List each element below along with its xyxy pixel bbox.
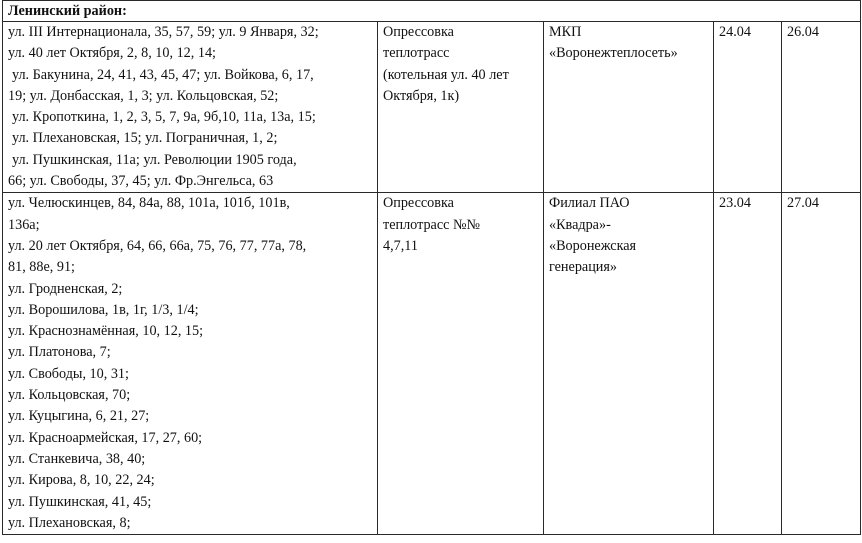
work-type-cell <box>378 22 544 193</box>
address-line: ул. Свободы, 10, 31; <box>8 365 129 382</box>
address-line: ул. Кропоткина, 1, 2, 3, 5, 7, 9а, 9б,10, 11а, 13а, 15; <box>12 109 316 126</box>
address-line: ул. III Интернационала, 35, 57, 59; ул. 9 Января, 32; <box>8 24 319 40</box>
end-date-cell: 27.04 <box>782 193 861 535</box>
work-line: 4,7,11 <box>383 237 418 254</box>
work-line: (котельная ул. 40 лет <box>383 66 509 83</box>
address-line: ул. Красноармейская, 17, 27, 60; <box>8 429 203 446</box>
address-line: ул. 40 лет Октября, 2, 8, 10, 12, 14; <box>8 45 216 62</box>
address-line: ул. Пушкинская, 41, 45; <box>8 493 152 510</box>
organization-cell <box>544 22 714 193</box>
outage-schedule-table <box>2 0 861 535</box>
address-line: ул. Челюскинцев, 84, 84а, 88, 101а, 101б, 101в, <box>8 195 290 212</box>
org-line: МКП <box>549 24 582 40</box>
work-type-cell <box>378 193 544 535</box>
table-row <box>3 22 861 193</box>
org-line: Филиал ПАО <box>549 195 630 212</box>
work-line: Опрессовка <box>383 195 454 212</box>
start-date-cell: 24.04 <box>714 22 782 193</box>
work-line: теплотрасс <box>383 45 450 62</box>
work-line: Опрессовка <box>383 24 454 40</box>
address-line: ул. Бакунина, 24, 41, 43, 45, 47; ул. Войкова, 6, 17, <box>12 66 314 83</box>
addresses-cell <box>3 193 378 535</box>
start-date-cell: 23.04 <box>714 193 782 535</box>
org-line: «Воронежская <box>549 237 637 254</box>
table-row <box>3 193 861 535</box>
district-header-row <box>3 1 861 22</box>
addresses-cell <box>3 22 378 193</box>
address-line: 66; ул. Свободы, 37, 45; ул. Фр.Энгельса, 63 <box>8 173 274 190</box>
organization-cell <box>544 193 714 535</box>
address-line: ул. Куцыгина, 6, 21, 27; <box>8 408 150 425</box>
address-line: ул. Плехановская, 8; <box>8 514 131 531</box>
work-line: Октября, 1к) <box>383 87 460 104</box>
org-line: «Воронежтеплосеть» <box>549 45 678 62</box>
address-line: 81, 88е, 91; <box>8 259 75 276</box>
address-line: 136а; <box>8 216 40 233</box>
address-line: ул. Гродненская, 2; <box>8 280 123 297</box>
work-line: теплотрасс №№ <box>383 216 481 233</box>
address-line: ул. Кирова, 8, 10, 22, 24; <box>8 472 155 489</box>
org-line: генерация» <box>549 259 618 276</box>
address-line: ул. Ворошилова, 1в, 1г, 1/3, 1/4; <box>8 301 199 318</box>
address-line: ул. 20 лет Октября, 64, 66, 66а, 75, 76, 77, 77а, 78, <box>8 237 307 254</box>
address-line: ул. Плехановская, 15; ул. Пограничная, 1, 2; <box>12 130 278 147</box>
address-line: ул. Кольцовская, 70; <box>8 387 131 404</box>
address-line: ул. Станкевича, 38, 40; <box>8 450 146 467</box>
address-line: 19; ул. Донбасская, 1, 3; ул. Кольцовская, 52; <box>8 87 279 104</box>
end-date-cell: 26.04 <box>782 22 861 193</box>
address-line: ул. Платонова, 7; <box>8 344 111 361</box>
org-line: «Квадра»- <box>549 216 611 233</box>
address-line: ул. Пушкинская, 11а; ул. Революции 1905 года, <box>12 151 297 168</box>
address-line: ул. Краснознамённая, 10, 12, 15; <box>8 323 204 340</box>
district-title: Ленинский район: <box>3 1 861 22</box>
